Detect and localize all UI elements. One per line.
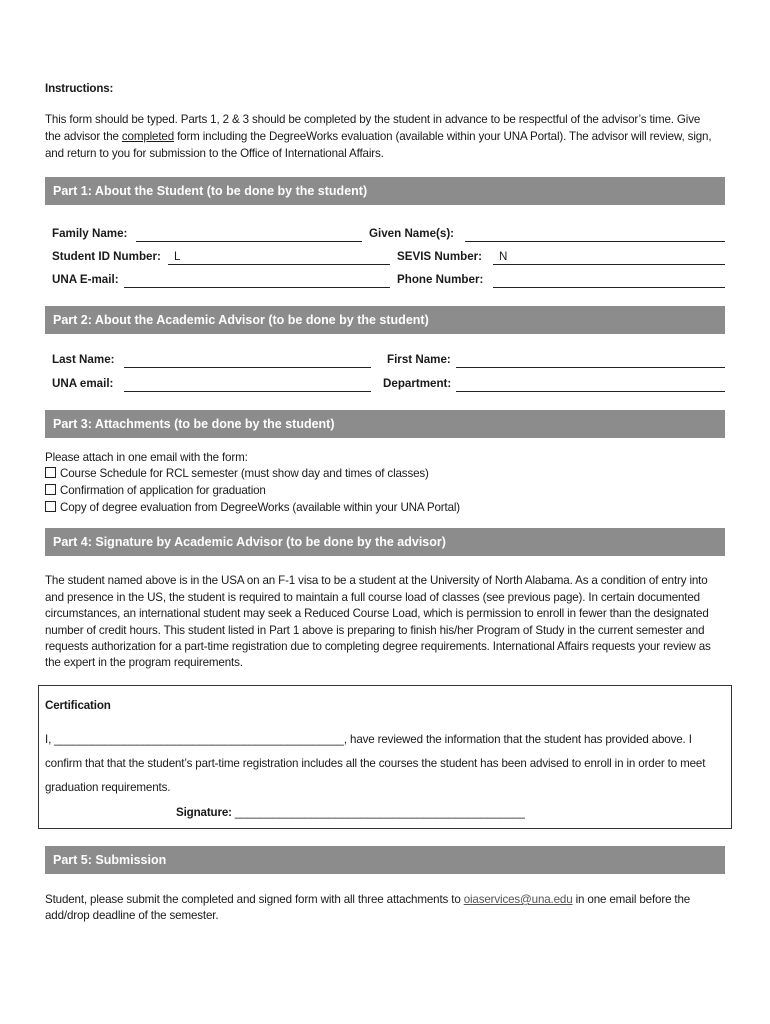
certification-line-3: graduation requirements. <box>45 781 171 794</box>
checkbox-graduation-application[interactable] <box>45 484 56 495</box>
certification-line-2: confirm that that the student’s part-time registration includes all the courses the student has been advised to enroll in in order to meet <box>45 757 706 770</box>
part2-header: Part 2: About the Academic Advisor (to be done by the student) <box>45 306 725 334</box>
instructions-line-2 <box>45 128 711 145</box>
part4-paragraph-line: requests authorization for a part-time registration due to completing degree requirements. International Affairs requests your review as <box>45 640 711 653</box>
attachments-intro: Please attach in one email with the form: <box>45 451 248 464</box>
part1-header: Part 1: About the Student (to be done by the student) <box>45 177 725 205</box>
attachment-label: Confirmation of application for graduation <box>60 484 266 497</box>
attachment-item <box>45 482 266 499</box>
part4-paragraph-line: the expert in the program requirements. <box>45 656 243 669</box>
attachment-item <box>45 465 429 482</box>
advisor-email-field[interactable] <box>124 377 371 392</box>
part3-header: Part 3: Attachments (to be done by the student) <box>45 410 725 438</box>
department-label: Department: <box>383 377 452 390</box>
advisor-email-label: UNA email: <box>52 377 114 390</box>
advisor-last-name-label: Last Name: <box>52 353 115 366</box>
part4-header: Part 4: Signature by Academic Advisor (to be done by the advisor) <box>45 528 725 556</box>
submission-line-1 <box>45 891 690 908</box>
advisor-last-name-field[interactable] <box>124 353 371 368</box>
submission-line-2: add/drop deadline of the semester. <box>45 909 219 922</box>
checkbox-course-schedule[interactable] <box>45 467 56 478</box>
sevis-field[interactable] <box>493 250 725 265</box>
oiaservices-email-link[interactable]: oiaservices@una.edu <box>463 893 573 906</box>
submission-text: in one email before the <box>572 893 691 906</box>
sevis-label: SEVIS Number: <box>397 250 483 263</box>
advisor-first-name-label: First Name: <box>387 353 451 366</box>
una-email-field[interactable] <box>124 273 390 288</box>
attachment-item <box>45 499 460 516</box>
family-name-field[interactable] <box>136 227 362 242</box>
student-id-field[interactable] <box>168 250 390 265</box>
submission-text: Student, please submit the completed and signed form with all three attachments to <box>45 893 464 906</box>
phone-number-field[interactable] <box>493 273 725 288</box>
student-id-label: Student ID Number: <box>52 250 161 263</box>
part4-paragraph-line: number of credit hours. This student listed in Part 1 above is preparing to finish his/her Program of Study in the current semester and <box>45 624 705 637</box>
checkbox-degree-evaluation[interactable] <box>45 501 56 512</box>
given-names-label: Given Name(s): <box>369 227 455 240</box>
instructions-text: form including the DegreeWorks evaluation (available within your UNA Portal). The advisor will review, sign, <box>174 130 712 143</box>
certification-heading: Certification <box>45 699 111 712</box>
attachment-label: Course Schedule for RCL semester (must show day and times of classes) <box>60 467 429 480</box>
family-name-label: Family Name: <box>52 227 128 240</box>
advisor-first-name-field[interactable] <box>456 353 725 368</box>
instructions-heading: Instructions: <box>45 82 114 95</box>
phone-number-label: Phone Number: <box>397 273 484 286</box>
part4-paragraph-line: circumstances, an international student may seek a Reduced Course Load, which is permission to enroll in fewer than the designated <box>45 607 709 620</box>
part5-header: Part 5: Submission <box>45 846 725 874</box>
student-id-value: L <box>174 250 181 263</box>
instructions-line-1: This form should be typed. Parts 1, 2 & 3 should be completed by the student in advance to be respectful of the advisor’s time. Give <box>45 113 701 126</box>
part4-paragraph-line: and presence in the US, the student is required to maintain a full course load of classes (see previous page). In certain documented <box>45 591 700 604</box>
sevis-value: N <box>499 250 508 263</box>
attachment-label: Copy of degree evaluation from DegreeWorks (available within your UNA Portal) <box>60 501 461 514</box>
signature-field[interactable]: ______________________________________________ <box>234 806 525 819</box>
certification-line-1: I, ______________________________________________, have reviewed the information that the student has provided above. I <box>45 733 692 746</box>
instructions-underlined-word: completed <box>121 130 175 143</box>
part4-paragraph-line: The student named above is in the USA on an F-1 visa to be a student at the University of North Alabama. As a condition of entry into <box>45 574 708 587</box>
signature-row <box>176 804 525 821</box>
signature-label: Signature: <box>176 806 232 819</box>
given-names-field[interactable] <box>465 227 725 242</box>
una-email-label: UNA E-mail: <box>52 273 119 286</box>
instructions-text: the advisor the <box>45 130 122 143</box>
department-field[interactable] <box>456 377 725 392</box>
instructions-line-3: and return to you for submission to the Office of International Affairs. <box>45 147 384 160</box>
